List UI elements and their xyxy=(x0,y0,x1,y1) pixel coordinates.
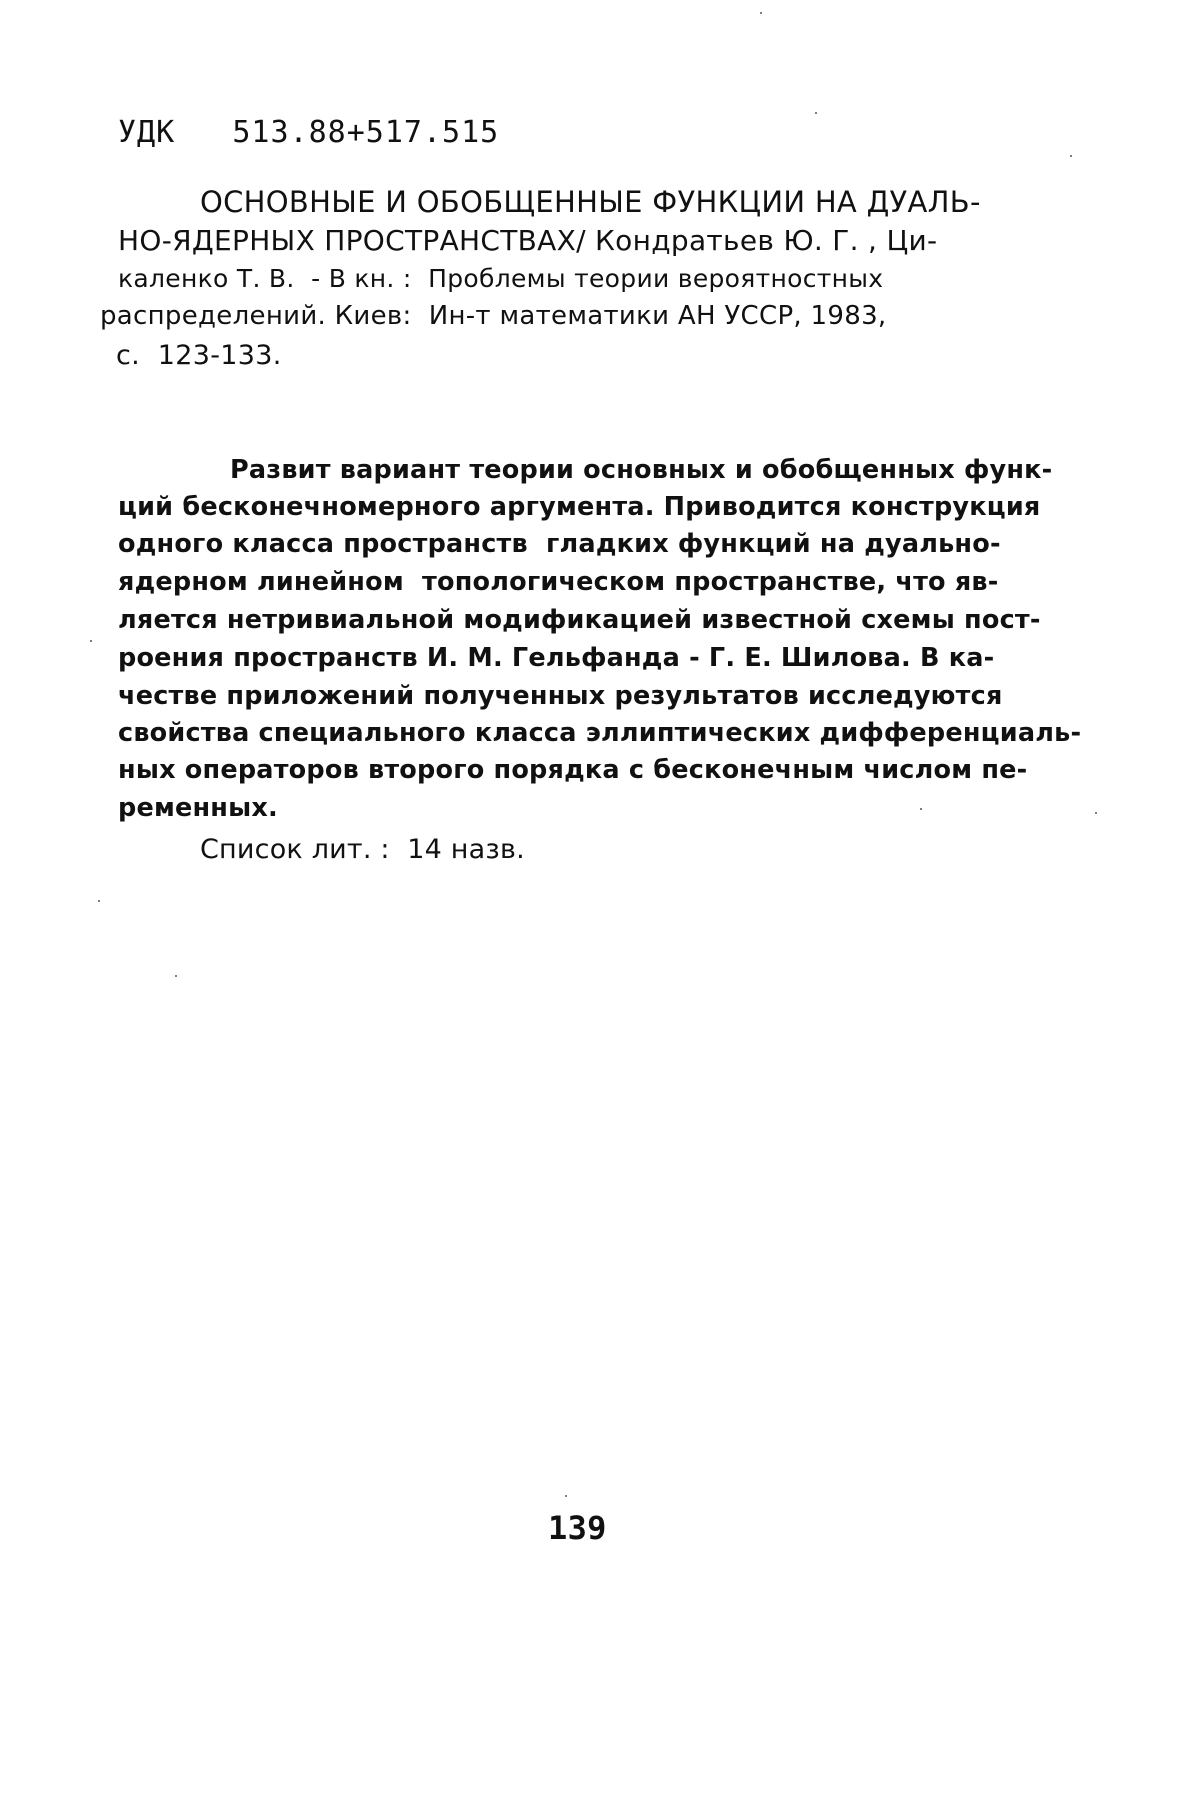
reference-line: каленко Т. В. - В кн. : Проблемы теории вероятностных xyxy=(118,264,884,293)
scan-speck xyxy=(815,112,817,114)
reference-line: НО-ЯДЕРНЫХ ПРОСТРАНСТВАХ/ Кондратьев Ю. Г. , Ци- xyxy=(118,224,938,257)
reference-line: ОСНОВНЫЕ И ОБОБЩЕННЫЕ ФУНКЦИИ НА ДУАЛЬ- xyxy=(200,185,981,219)
scan-speck xyxy=(760,12,762,14)
abstract-line: роения пространств И. М. Гельфанда - Г. Е. Шилова. В ка- xyxy=(118,643,995,673)
reference-line: распределений. Киев: Ин-т математики АН УССР, 1983, xyxy=(100,301,887,331)
abstract-line: ядерном линейном топологическом пространстве, что яв- xyxy=(118,567,999,597)
reference-line: с. 123-133. xyxy=(116,340,282,371)
abstract-line: одного класса пространств гладких функций на дуально- xyxy=(118,529,1001,559)
scan-speck xyxy=(98,900,100,902)
abstract-line: Развит вариант теории основных и обобщенных функ- xyxy=(230,455,1053,485)
references-count: Список лит. : 14 назв. xyxy=(200,834,525,865)
abstract-line: ременных. xyxy=(118,793,278,823)
udk-code: УДК 513.88+517.515 xyxy=(118,115,500,150)
abstract-line: свойства специального класса эллиптических дифференциаль- xyxy=(118,718,1082,748)
abstract-line: честве приложений полученных результатов исследуются xyxy=(118,681,1003,711)
scan-speck xyxy=(1070,155,1072,157)
scan-speck xyxy=(565,1495,567,1497)
abstract-line: ных операторов второго порядка с бесконечным числом пе- xyxy=(118,755,1028,785)
abstract-line: ляется нетривиальной модификацией известной схемы пост- xyxy=(118,605,1041,635)
scan-speck xyxy=(175,975,177,977)
scan-speck xyxy=(1095,812,1097,814)
abstract-line: ций бесконечномерного аргумента. Приводится конструкция xyxy=(118,492,1041,522)
scan-speck xyxy=(90,640,92,642)
scan-speck xyxy=(920,808,922,810)
page-number: 139 xyxy=(548,1509,607,1547)
